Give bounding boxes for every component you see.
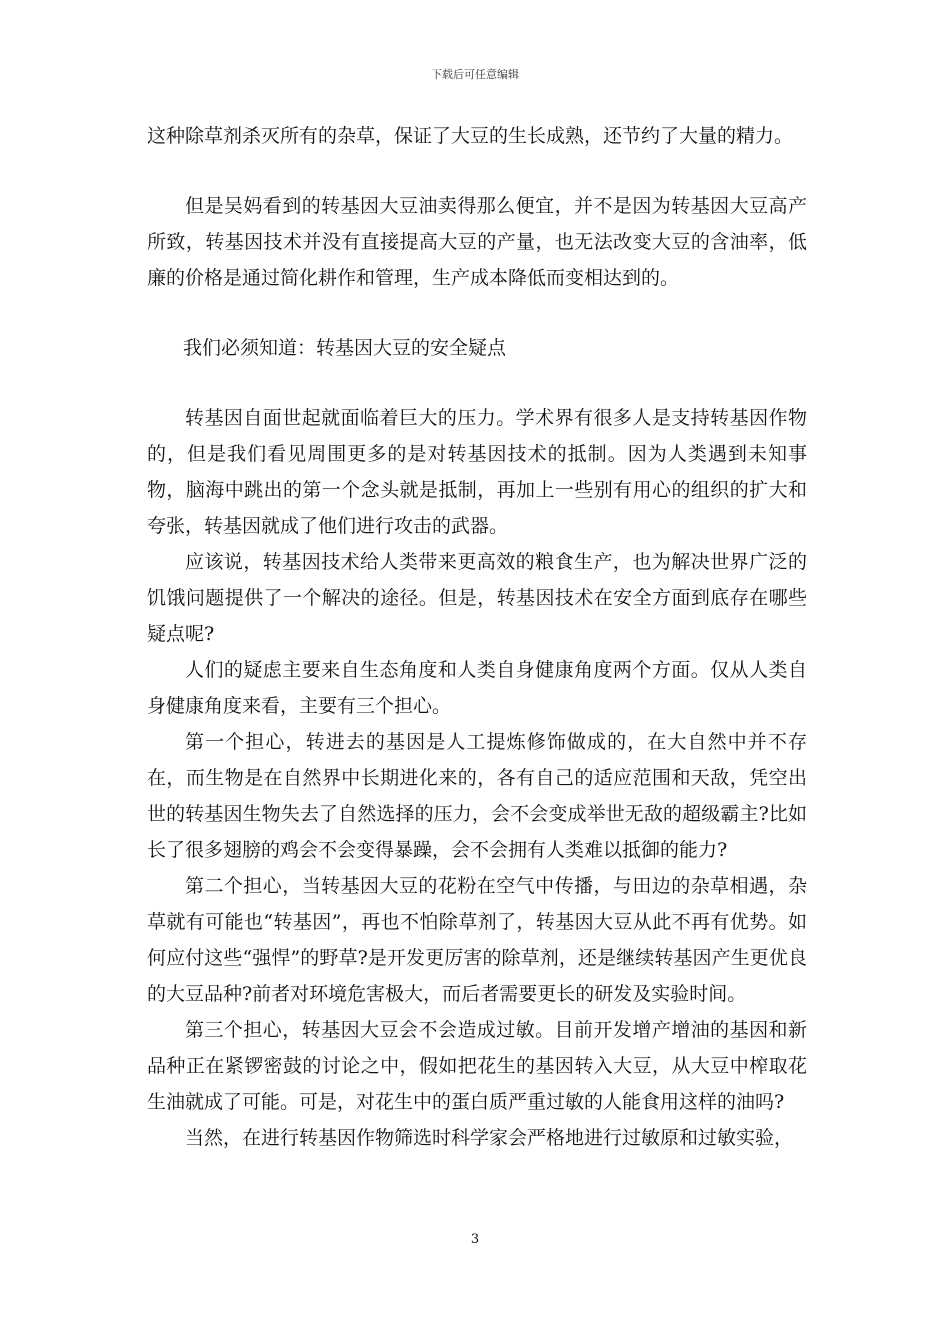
page-number: 3	[470, 1232, 480, 1247]
paragraph: 第一个担心，转进去的基因是人工提炼修饰做成的，在大自然中并不存在，而生物是在自然界中长期进化来的，各有自己的适应范围和天敌，凭空出世的转基因生物失去了自然选择的压力，会不会变成举世无敌的超级霸主?比如长了很多翅膀的鸡会不会变得暴躁，会不会拥有人类难以抵御的能力?	[147, 731, 807, 861]
paragraph: 这种除草剂杀灭所有的杂草，保证了大豆的生长成熟，还节约了大量的精力。	[147, 125, 794, 147]
section-heading: 我们必须知道：转基因大豆的安全疑点	[183, 337, 507, 359]
paragraph: 人们的疑虑主要来自生态角度和人类自身健康角度两个方面。仅从人类自身健康角度来看，主要有三个担心。	[147, 659, 807, 717]
paragraph: 当然，在进行转基因作物筛选时科学家会严格地进行过敏原和过敏实验，	[185, 1127, 794, 1149]
document-body	[147, 118, 807, 1156]
page-header: 下载后可任意编辑	[431, 68, 519, 81]
paragraph: 第三个担心，转基因大豆会不会造成过敏。目前开发增产增油的基因和新品种正在紧锣密鼓的讨论之中，假如把花生的基因转入大豆，从大豆中榨取花生油就成了可能。可是，对花生中的蛋白质严重过敏的人能食用这样的油吗?	[147, 1019, 807, 1113]
paragraph: 但是吴妈看到的转基因大豆油卖得那么便宜，并不是因为转基因大豆高产所致，转基因技术并没有直接提高大豆的产量，也无法改变大豆的含油率，低廉的价格是通过简化耕作和管理，生产成本降低而变相达到的。	[147, 195, 807, 289]
paragraph: 第二个担心，当转基因大豆的花粉在空气中传播，与田边的杂草相遇，杂草就有可能也“转基因”，再也不怕除草剂了，转基因大豆从此不再有优势。如何应付这些“强悍”的野草?是开发更厉害的除草剂，还是继续转基因产生更优良的大豆品种?前者对环境危害极大，而后者需要更长的研发及实验时间。	[147, 875, 807, 1005]
paragraph: 转基因自面世起就面临着巨大的压力。学术界有很多人是支持转基因作物的，但是我们看见周围更多的是对转基因技术的抵制。因为人类遇到未知事物，脑海中跳出的第一个念头就是抵制，再加上一些别有用心的组织的扩大和夸张，转基因就成了他们进行攻击的武器。	[147, 407, 807, 537]
paragraph: 应该说，转基因技术给人类带来更高效的粮食生产，也为解决世界广泛的饥饿问题提供了一个解决的途径。但是，转基因技术在安全方面到底存在哪些疑点呢?	[147, 551, 807, 645]
